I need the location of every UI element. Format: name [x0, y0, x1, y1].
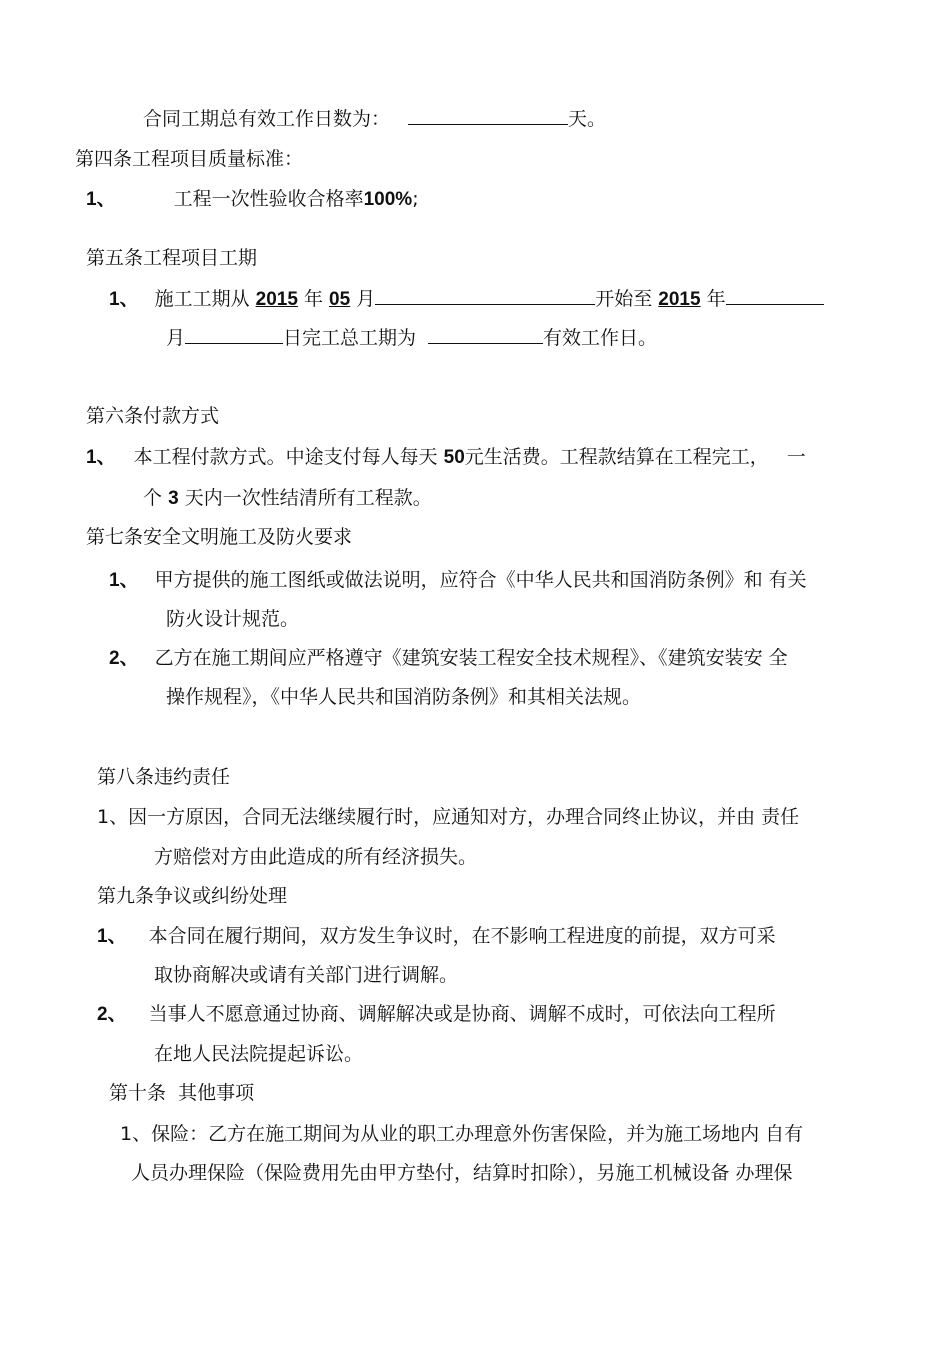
- article-4-heading: 第四条工程项目质量标准：: [75, 148, 304, 170]
- end-month-blank[interactable]: [726, 284, 824, 305]
- settle-days: 3: [168, 488, 179, 509]
- total-days-unit: 天。: [568, 108, 607, 130]
- article-10-item-1-line-1: 1、保险：乙方在施工期间为从业的职工办理意外伤害保险，并为施工场地内 自有: [120, 1123, 804, 1145]
- article-7-item-1-line-2: 防火设计规范。: [166, 608, 300, 630]
- item-number: 1、: [109, 289, 139, 310]
- article-7-item-2-line-2: 操作规程》，《中华人民共和国消防条例》和其相关法规。: [166, 686, 642, 708]
- item-text: 工程一次性验收合格率: [173, 188, 364, 210]
- item-number: 2、: [97, 1004, 127, 1025]
- total-period-blank[interactable]: [428, 323, 543, 344]
- total-days-line: [143, 104, 606, 132]
- total-days-blank[interactable]: [408, 104, 568, 125]
- article-7-item-1-line-1: 1、 甲方提供的施工图纸或做法说明，应符合《中华人民共和国消防条例》和 有关: [109, 569, 807, 591]
- article-7-heading: 第七条安全文明施工及防火要求: [86, 526, 353, 548]
- article-9-item-2-line-2: 在地人民法院提起诉讼。: [154, 1043, 364, 1065]
- article-5-item-1-line-1: 1、 施工工期从 2015 年 05 月 开始至 2015 年: [109, 284, 824, 313]
- article-6-item-1-line-1: 1、 本工程付款方式。中途支付每人每天 50元生活费。工程款结算在工程完工， 一: [86, 446, 806, 468]
- article-7-item-2-line-1: 2、 乙方在施工期间应严格遵守《建筑安装工程安全技术规程》、《建筑安装安 全: [109, 647, 788, 669]
- pass-rate: 100%: [363, 189, 413, 210]
- start-month: 05: [329, 289, 351, 310]
- article-6-heading: 第六条付款方式: [86, 405, 220, 427]
- item-number: 2、: [109, 648, 139, 669]
- article-4-item-1: 1、 工程一次性验收合格率100%;: [86, 188, 419, 210]
- item-number: 1、: [97, 926, 127, 947]
- daily-amount: 50: [443, 447, 465, 468]
- end-day-blank[interactable]: [185, 323, 283, 344]
- article-8-item-1-line-1: 1、因一方原因，合同无法继续履行时，应通知对方，办理合同终止协议，并由 责任: [97, 806, 800, 828]
- article-9-item-1-line-1: 1、 本合同在履行期间，双方发生争议时，在不影响工程进度的前提，双方可采: [97, 925, 776, 947]
- item-number: 1、: [109, 570, 139, 591]
- end-year: 2015: [658, 289, 701, 310]
- article-5-item-1-line-2: 月 日完工总工期为 有效工作日。: [166, 323, 657, 351]
- article-6-item-1-line-2: 个 3 天内一次性结清所有工程款。: [143, 487, 432, 509]
- article-8-item-1-line-2: 方赔偿对方由此造成的所有经济损失。: [154, 846, 478, 868]
- article-10-heading: 第十条 其他事项: [109, 1082, 255, 1104]
- total-days-label: 合同工期总有效工作日数为：: [143, 108, 391, 130]
- start-year: 2015: [255, 289, 298, 310]
- start-day-blank[interactable]: [375, 284, 595, 305]
- item-number: 1、: [86, 447, 116, 468]
- article-5-heading: 第五条工程项目工期: [86, 247, 258, 269]
- article-9-item-2-line-1: 2、 当事人不愿意通过协商、调解解决或是协商、调解不成时，可依法向工程所: [97, 1003, 776, 1025]
- item-number: 1、: [86, 189, 116, 210]
- article-9-heading: 第九条争议或纠纷处理: [97, 885, 288, 907]
- article-10-item-1-line-2: 人员办理保险（保险费用先由甲方垫付，结算时扣除），另施工机械设备 办理保: [131, 1162, 793, 1184]
- article-8-heading: 第八条违约责任: [97, 766, 231, 788]
- article-9-item-1-line-2: 取协商解决或请有关部门进行调解。: [154, 964, 459, 986]
